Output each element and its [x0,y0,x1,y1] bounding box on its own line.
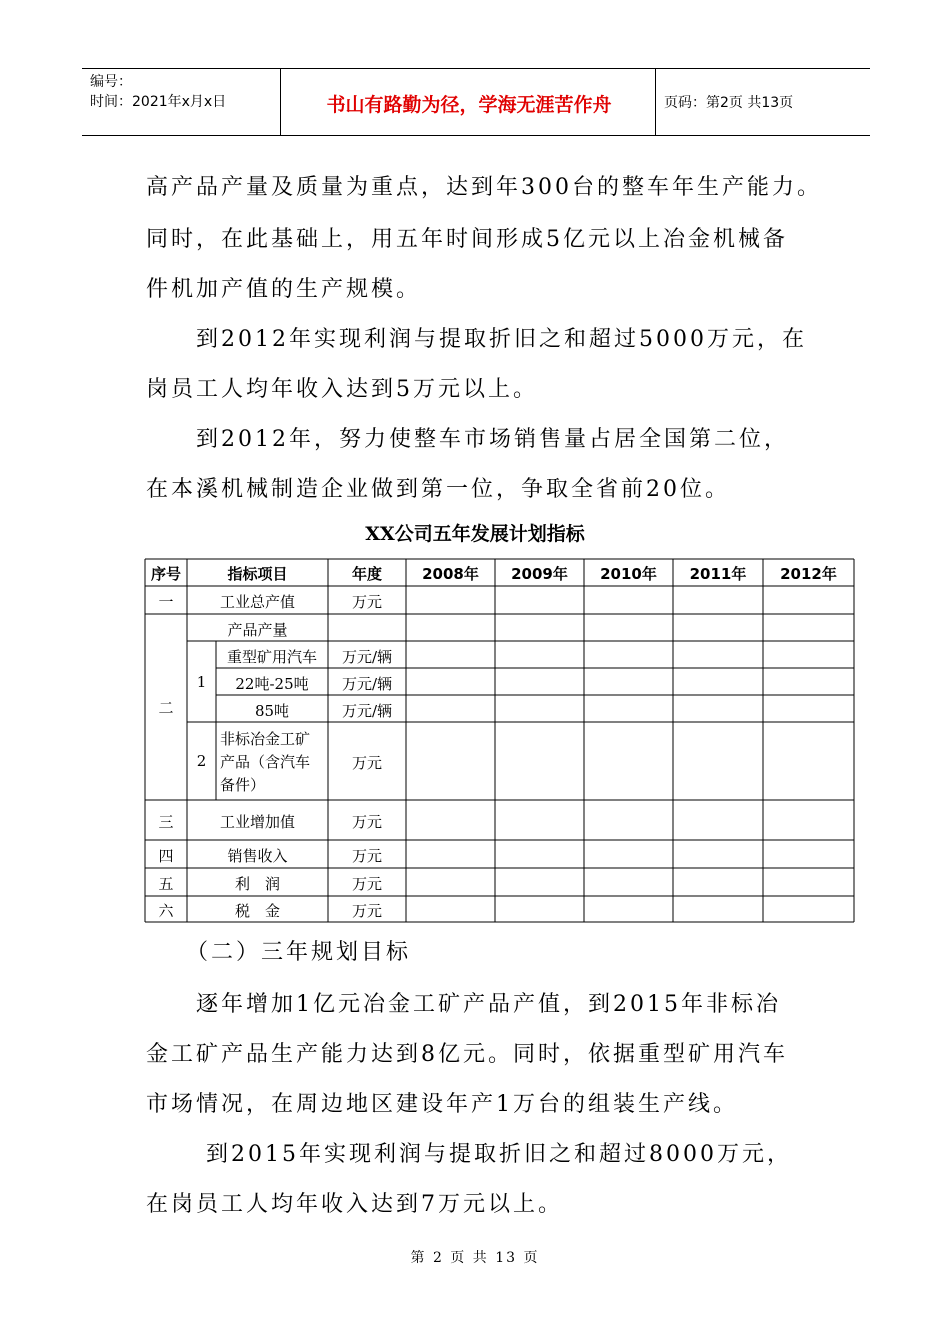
table-cell-subseq: 2 [196,752,207,770]
paragraph-line: 同时，在此基础上，用五年时间形成5亿元以上冶金机械备 [146,227,788,252]
table-cell-item: 重型矿用汽车 [226,648,317,666]
paragraph-line: 在岗员工人均年收入达到7万元以上。 [146,1192,563,1217]
table-cell-item: 利 润 [234,875,280,893]
item-line: 产品（含汽车 [220,753,311,771]
table-cell-unit: 万元 [351,847,382,865]
table-header-2010: 2010年 [600,565,657,583]
table-cell-unit: 万元 [351,593,382,611]
paragraph-line: 到2012年实现利润与提取折旧之和超过5000万元，在 [196,327,807,352]
table-cell-unit: 万元 [351,875,382,893]
table-cell-seq: 四 [158,847,174,865]
table-cell-item [216,728,332,797]
table-cell-seq: 六 [158,902,174,920]
table-cell-unit: 万元 [351,813,382,831]
table-header-2012: 2012年 [780,565,837,583]
table-cell-item: 销售收入 [227,847,288,865]
number-label: 编号： [90,74,132,90]
table-cell-item: 22吨-25吨 [235,675,309,693]
header-motto: 书山有路勤为径，学海无涯苦作舟 [326,94,612,116]
table-cell-unit: 万元 [351,754,382,772]
table-cell-unit: 万元 [351,902,382,920]
table-cell-item: 85吨 [254,702,290,720]
time-label: 时间：2021年x月x日 [90,94,227,110]
page-footer: 第 2 页 共 13 页 [410,1250,540,1266]
table-cell-item: 工业总产值 [219,593,295,611]
paragraph-line: 金工矿产品生产能力达到8亿元。同时，依据重型矿用汽车 [146,1042,788,1067]
table-cell-seq: 一 [158,593,174,611]
item-line: 非标冶金工矿 [220,730,311,748]
table-cell-item: 税 金 [234,902,280,920]
table-header-2008: 2008年 [422,565,479,583]
table-cell-unit: 万元/辆 [341,648,393,666]
table-cell-unit: 万元/辆 [341,702,393,720]
table-header-2009: 2009年 [511,565,568,583]
table-cell-item: 产品产量 [227,621,288,639]
table-cell-seq: 五 [158,875,174,893]
header-page-label: 页码：第2页 共13页 [664,95,794,111]
paragraph-line: 市场情况，在周边地区建设年产1万台的组装生产线。 [146,1092,738,1117]
table-header-seq: 序号 [150,565,181,583]
paragraph-line: 高产品产量及质量为重点，达到年300台的整车年生产能力。 [146,175,822,200]
paragraph-line: 岗员工人均年收入达到5万元以上。 [146,377,538,402]
item-line: 备件） [220,776,266,794]
table-header-item: 指标项目 [227,565,288,583]
table-header-unit: 年度 [351,565,382,583]
table-cell-subseq: 1 [196,673,207,691]
table-header-2011: 2011年 [689,565,747,583]
table-cell-seq: 二 [158,699,174,717]
table-cell-seq: 三 [158,813,174,831]
section-heading: （二）三年规划目标 [186,940,412,965]
paragraph-line: 在本溪机械制造企业做到第一位，争取全省前20位。 [146,477,730,502]
paragraph-line: 逐年增加1亿元冶金工矿产品产值，到2015年非标冶 [196,992,781,1017]
table-title: XX公司五年发展计划指标 [365,523,585,545]
table-cell-item: 工业增加值 [219,813,295,831]
paragraph-line: 到2012年，努力使整车市场销售量占居全国第二位， [196,427,789,452]
paragraph-line: 件机加产值的生产规模。 [146,277,422,302]
table-cell-unit: 万元/辆 [341,675,393,693]
paragraph-line: 到2015年实现利润与提取折旧之和超过8000万元， [206,1142,792,1167]
